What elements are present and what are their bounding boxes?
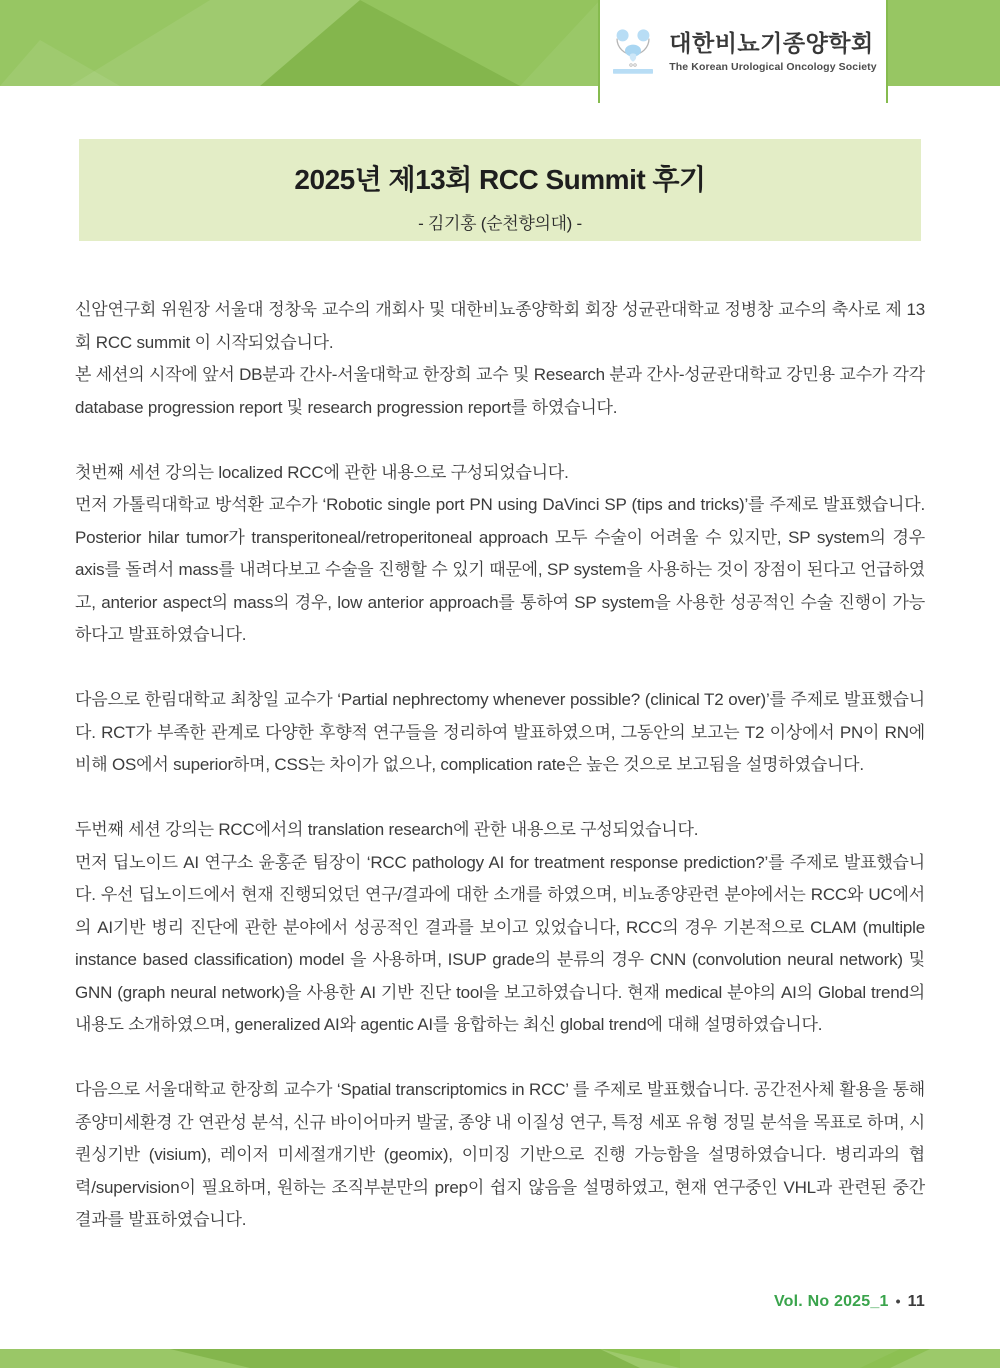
paragraph: 먼저 딥노이드 AI 연구소 윤홍준 팀장이 ‘RCC pathology AI for treatment response prediction?’를 주제로 발표했습니다. 우선 딥노이드에서 현재 진행되었던 연구/결과에 대한 소개를 하였으며, 비뇨종양관련 분야에서는 RCC와 UC에서의 AI기반 병리 진단에 관한 분야에서 성공적인 결과를 보이고 있었습니다, RCC의 경우 기본적으로 CLAM (multiple instance based classification) model 을 사용하며, ISUP grade의 분류의 경우 CNN (convolution neural network) 및 GNN (graph neural network)을 사용한 AI 기반 진단 tool을 보고하였습니다. 현재 medical 분야의 AI의 Global trend의 내용도 소개하였으며, generalized AI와 agentic AI를 융합하는 최신 global trend에 대해 설명하였습니다. [75, 852, 925, 1034]
society-logo [598, 0, 888, 103]
article-author: - 김기홍 (순천향의대) - [418, 214, 582, 233]
paragraph: 신암연구회 위원장 서울대 정창욱 교수의 개회사 및 대한비뇨종양학회 회장 성균관대학교 정병창 교수의 축사로 제 13회 RCC summit 이 시작되었습니다. [75, 300, 925, 352]
paragraph: 다음으로 한림대학교 최창일 교수가 ‘Partial nephrectomy whenever possible? (clinical T2 over)’를 주제로 발표했습니다. RCT가 부족한 관계로 다양한 후향적 연구들을 정리하여 발표하였으며, 그동안의 보고는 T2 이상에서 PN이 RN에 비해 OS에서 superior하며, CSS는 차이가 없으나, complication rate은 높은 것으로 보고됨을 설명하였습니다. [75, 690, 925, 774]
urinary-tract-icon [609, 22, 657, 84]
volume-label: Vol. No 2025_1 [774, 1293, 889, 1310]
paragraph: 본 세션의 시작에 앞서 DB분과 간사-서울대학교 한장희 교수 및 Research 분과 간사-성균관대학교 강민용 교수가 각각 database progression report 및 research progression report를 하였습니다. [75, 365, 925, 417]
paragraph: 다음으로 서울대학교 한장희 교수가 ‘Spatial transcriptomics in RCC’ 를 주제로 발표했습니다. 공간전사체 활용을 통해 종양미세환경 간 연관성 분석, 신규 바이어마커 발굴, 종양 내 이질성 연구, 특정 세포 유형 정밀 분석을 목표로 하며, 시퀀싱기반 (visium), 레이저 미세절개기반 (geomix), 이미징 기반으로 진행 가능함을 설명하였습니다. 병리과의 협력/supervision이 필요하며, 원하는 조직부분만의 prep이 쉽지 않음을 설명하였고, 현재 연구중인 VHL과 관련된 중간 결과를 발표하였습니다. [75, 1080, 925, 1229]
page-number: 11 [907, 1293, 925, 1310]
paragraph: 먼저 가톨릭대학교 방석환 교수가 ‘Robotic single port PN using DaVinci SP (tips and tricks)’를 주제로 발표했습니다. Posterior hilar tumor가 transperitoneal/retroperitoneal approach 모두 수술이 어려울 수 있지만, SP system의 경우 axis를 돌려서 mass를 내려다보고 수술을 진행할 수 있기 때문에, SP system을 사용하는 것이 장점이 된다고 언급하였고, anterior aspect의 mass의 경우, low anterior approach를 통하여 SP system을 사용한 성공적인 수술 진행이 가능하다고 발표하였습니다. [75, 495, 925, 644]
paragraph: 두번째 세션 강의는 RCC에서의 translation research에 관한 내용으로 구성되었습니다. [75, 820, 699, 839]
article-title: 2025년 제13회 RCC Summit 후기 [294, 164, 706, 195]
society-name-korean: 대한비뇨기종양학회 [669, 29, 874, 56]
article-title-box [79, 139, 921, 241]
article-body [75, 294, 925, 1237]
society-name [669, 30, 876, 73]
footer-separator-bullet: • [895, 1293, 901, 1309]
footer-polygon-art [0, 1349, 1000, 1368]
footer-banner [0, 1349, 1000, 1368]
paragraph-group [75, 457, 925, 652]
paragraph-group [75, 814, 925, 1042]
society-name-english: The Korean Urological Oncology Society [669, 61, 877, 74]
paragraph-group [75, 1074, 925, 1237]
paragraph-group [75, 294, 925, 424]
page-footer [774, 1293, 925, 1311]
paragraph: 첫번째 세션 강의는 localized RCC에 관한 내용으로 구성되었습니다. [75, 462, 569, 482]
paragraph-group [75, 684, 925, 782]
